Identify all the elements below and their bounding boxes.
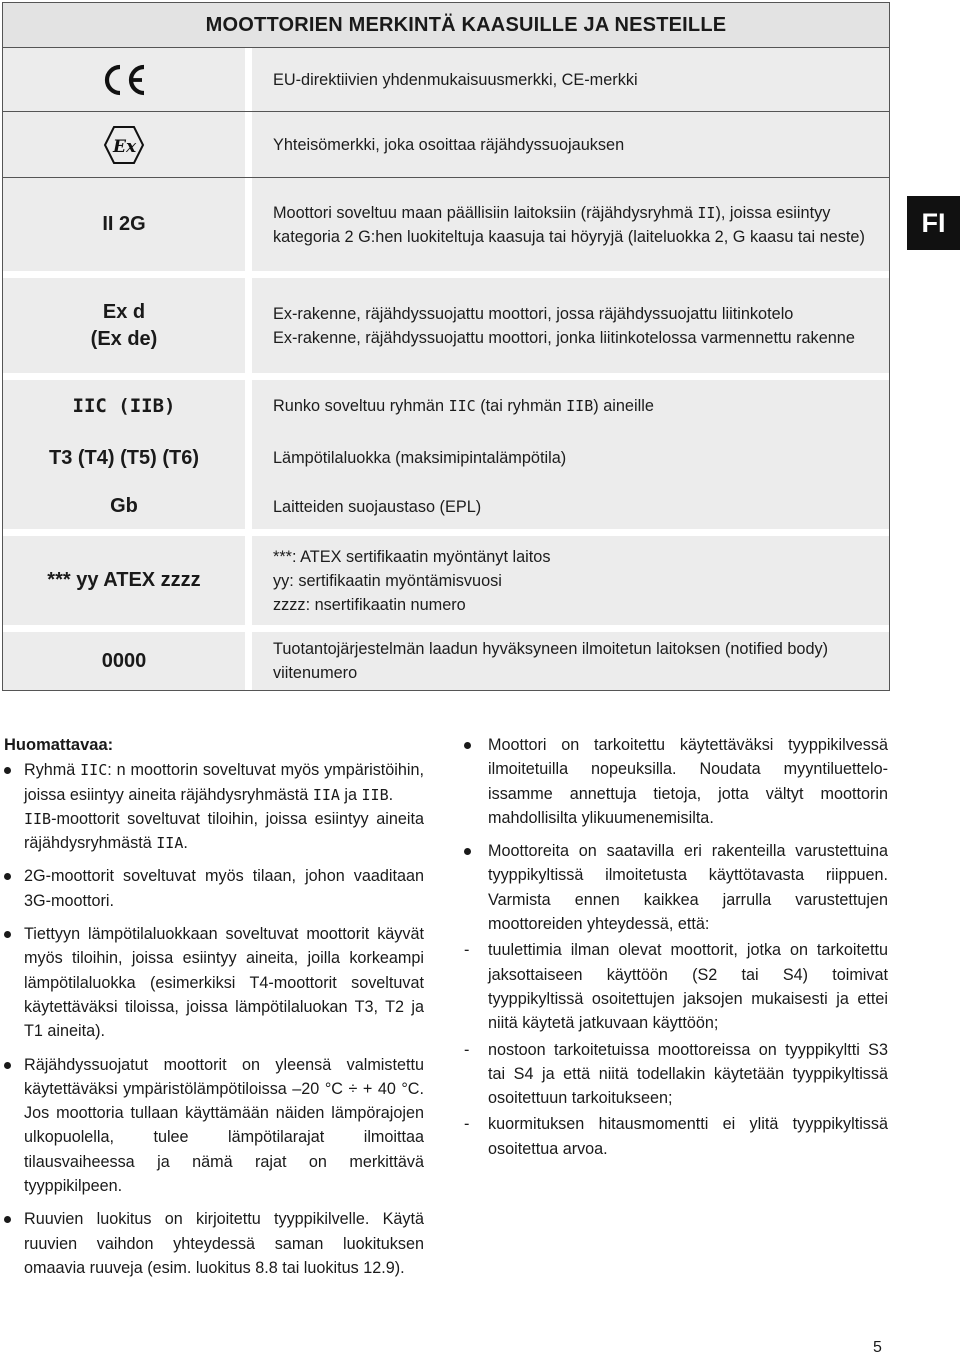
row-description: Ex-rakenne, räjähdyssuojattu moottori, jossa räjähdyssuojattu liitinkotelo Ex-rakenne, räjähdyssuojattu moottori, jonka liitinkotelossa varmennettu rakenne (252, 278, 889, 373)
dash-item: - kuormituksen hitausmomentti ei ylitä tyyppikyltissä osoitettua arvoa. (464, 1112, 888, 1161)
dash-marker: - (464, 1115, 470, 1134)
bullet-icon (464, 848, 471, 855)
row-description: Moottori soveltuu maan päällisiin laitoksiin (räjähdysryhmä II), joissa esiintyy kategoria 2 G:hen luokiteltuja kaasuja tai höyryjä (laiteluokka 2, G kaasu tai neste) (252, 178, 889, 271)
row-description: Laitteiden suojaustaso (EPL) (252, 484, 889, 529)
notes-left-column (4, 733, 424, 1289)
ce-mark-icon (3, 48, 252, 111)
dash-marker: - (464, 1040, 470, 1059)
table-row-atex (3, 536, 889, 632)
list-item: Moottori on tarkoitettu käytettäväksi tyyppikilvessä ilmoitetuilla nopeuksilla. Noudata myyntiluetteloissamme annettuja tietoja, jotta vältyt moottorin mahdollisilta ylikuumenemisilta. (464, 733, 888, 830)
bullet-icon (4, 1062, 11, 1069)
symbol-temperature-class: T3 (T4) (T5) (T6) (3, 432, 252, 484)
row-description: EU-direktiivien yhdenmukaisuusmerkki, CE-merkki (252, 48, 889, 111)
table-row-ex (3, 112, 889, 178)
svg-text:Ex: Ex (113, 136, 137, 157)
list-item: Moottoreita on saatavilla eri rakenteilla varustettuina tyyppikyltissä ilmoitetusta käyttötavasta riippuen. Varmista ennen kaikkea jarrulla varustettujen moottoreiden yhteydessä, että: (464, 839, 888, 936)
table-row-ce (3, 48, 889, 112)
row-description: ***: ATEX sertifikaatin myöntänyt laitos yy: sertifikaatin myöntämisvuosi zzzz: nsertifikaatin numero (252, 536, 889, 625)
symbol-ii-2g: II 2G (3, 178, 252, 271)
bullet-icon (464, 742, 471, 749)
row-description: Yhteisömerkki, joka osoittaa räjähdyssuojauksen (252, 112, 889, 177)
row-description: Tuotantojärjestelmän laadun hyväksyneen ilmoitetun laitoksen (notified body) viitenumero (252, 632, 889, 690)
list-item: Ryhmä IIC: n moottorin soveltuvat myös ympäristöihin, joissa esiintyy aineita räjähdysryhmästä IIA ja IIB. IIB-moottorit soveltuvat tiloihin, joissa esiintyy aineita räjähdysryhmästä IIA. (4, 758, 424, 855)
row-description: Lämpötilaluokka (maksimipintalämpötila) (252, 432, 889, 484)
table-row-notified-body (3, 632, 889, 690)
list-item: Tiettyyn lämpötilaluokkaan soveltuvat moottorit käyvät myös tiloihin, joissa esiintyy aineita, joilla korkeampi lämpötilaluokka (esimerkiksi T4-moottorit soveltuvat käytettäväksi tiloissa, joissa lämpötilaluokan T3, T2 ja T1 aineita). (4, 922, 424, 1043)
symbol-epl: Gb (3, 484, 252, 529)
symbol-gas-group: IIC (IIB) (3, 380, 252, 432)
table-row-temperature (3, 432, 889, 484)
language-tab: FI (907, 196, 960, 250)
list-item: Räjähdyssuojatut moottorit on yleensä valmistettu käytettäväksi ympäristölämpötiloissa –20 °C ÷ + 40 °C. Jos moottoria tullaan käyttämään näiden lämpörajojen ulkopuolella, tulee lämpötilarajat ilmoittaa tilausvaiheessa ja nämä rajat on merkittävä tyyppikilpeen. (4, 1053, 424, 1199)
table-row-exd (3, 278, 889, 380)
notes-right-column (464, 733, 888, 1170)
page-number: 5 (873, 1339, 882, 1356)
list-item: 2G-moottorit soveltuvat myös tilaan, johon vaaditaan 3G-moottori. (4, 864, 424, 913)
row-description: Runko soveltuu ryhmän IIC (tai ryhmän IIB) aineille (252, 380, 889, 432)
marking-table (2, 2, 890, 691)
dash-marker: - (464, 941, 470, 960)
dash-item: - tuulettimia ilman olevat moottorit, jotka on tarkoitettu jaksottaiseen käyttöön (S2 tai S4) toimivat tyyppikyltissä osoitettujen jaksojen mukaisesti ja ettei niitä käytetä jatkuvaan käyttöön; (464, 938, 888, 1035)
bullet-icon (4, 1216, 11, 1223)
notes-title: Huomattavaa: (4, 736, 114, 754)
symbol-notified-body: 0000 (3, 632, 252, 690)
bullet-icon (4, 931, 11, 938)
ex-hexagon-icon (3, 112, 252, 177)
symbol-ex-d: Ex d (Ex de) (3, 278, 252, 373)
table-row-gas-group (3, 380, 889, 432)
table-title: MOOTTORIEN MERKINTÄ KAASUILLE JA NESTEILLE (3, 3, 889, 48)
symbol-atex: *** yy ATEX zzzz (3, 536, 252, 625)
dash-item: - nostoon tarkoitetuissa moottoreissa on tyyppikyltti S3 tai S4 ja että niitä todellakin käytetään tyyppikyltissä osoitettuun tarkoitukseen; (464, 1038, 888, 1111)
table-row-ii2g (3, 178, 889, 278)
list-item: Ruuvien luokitus on kirjoitettu tyyppikilvelle. Käytä ruuvien vaihdon yhteydessä saman luokituksen omaavia ruuveja (esim. luokitus 8.8 tai luokitus 12.9). (4, 1207, 424, 1280)
bullet-icon (4, 873, 11, 880)
bullet-icon (4, 767, 11, 774)
table-row-epl (3, 484, 889, 536)
